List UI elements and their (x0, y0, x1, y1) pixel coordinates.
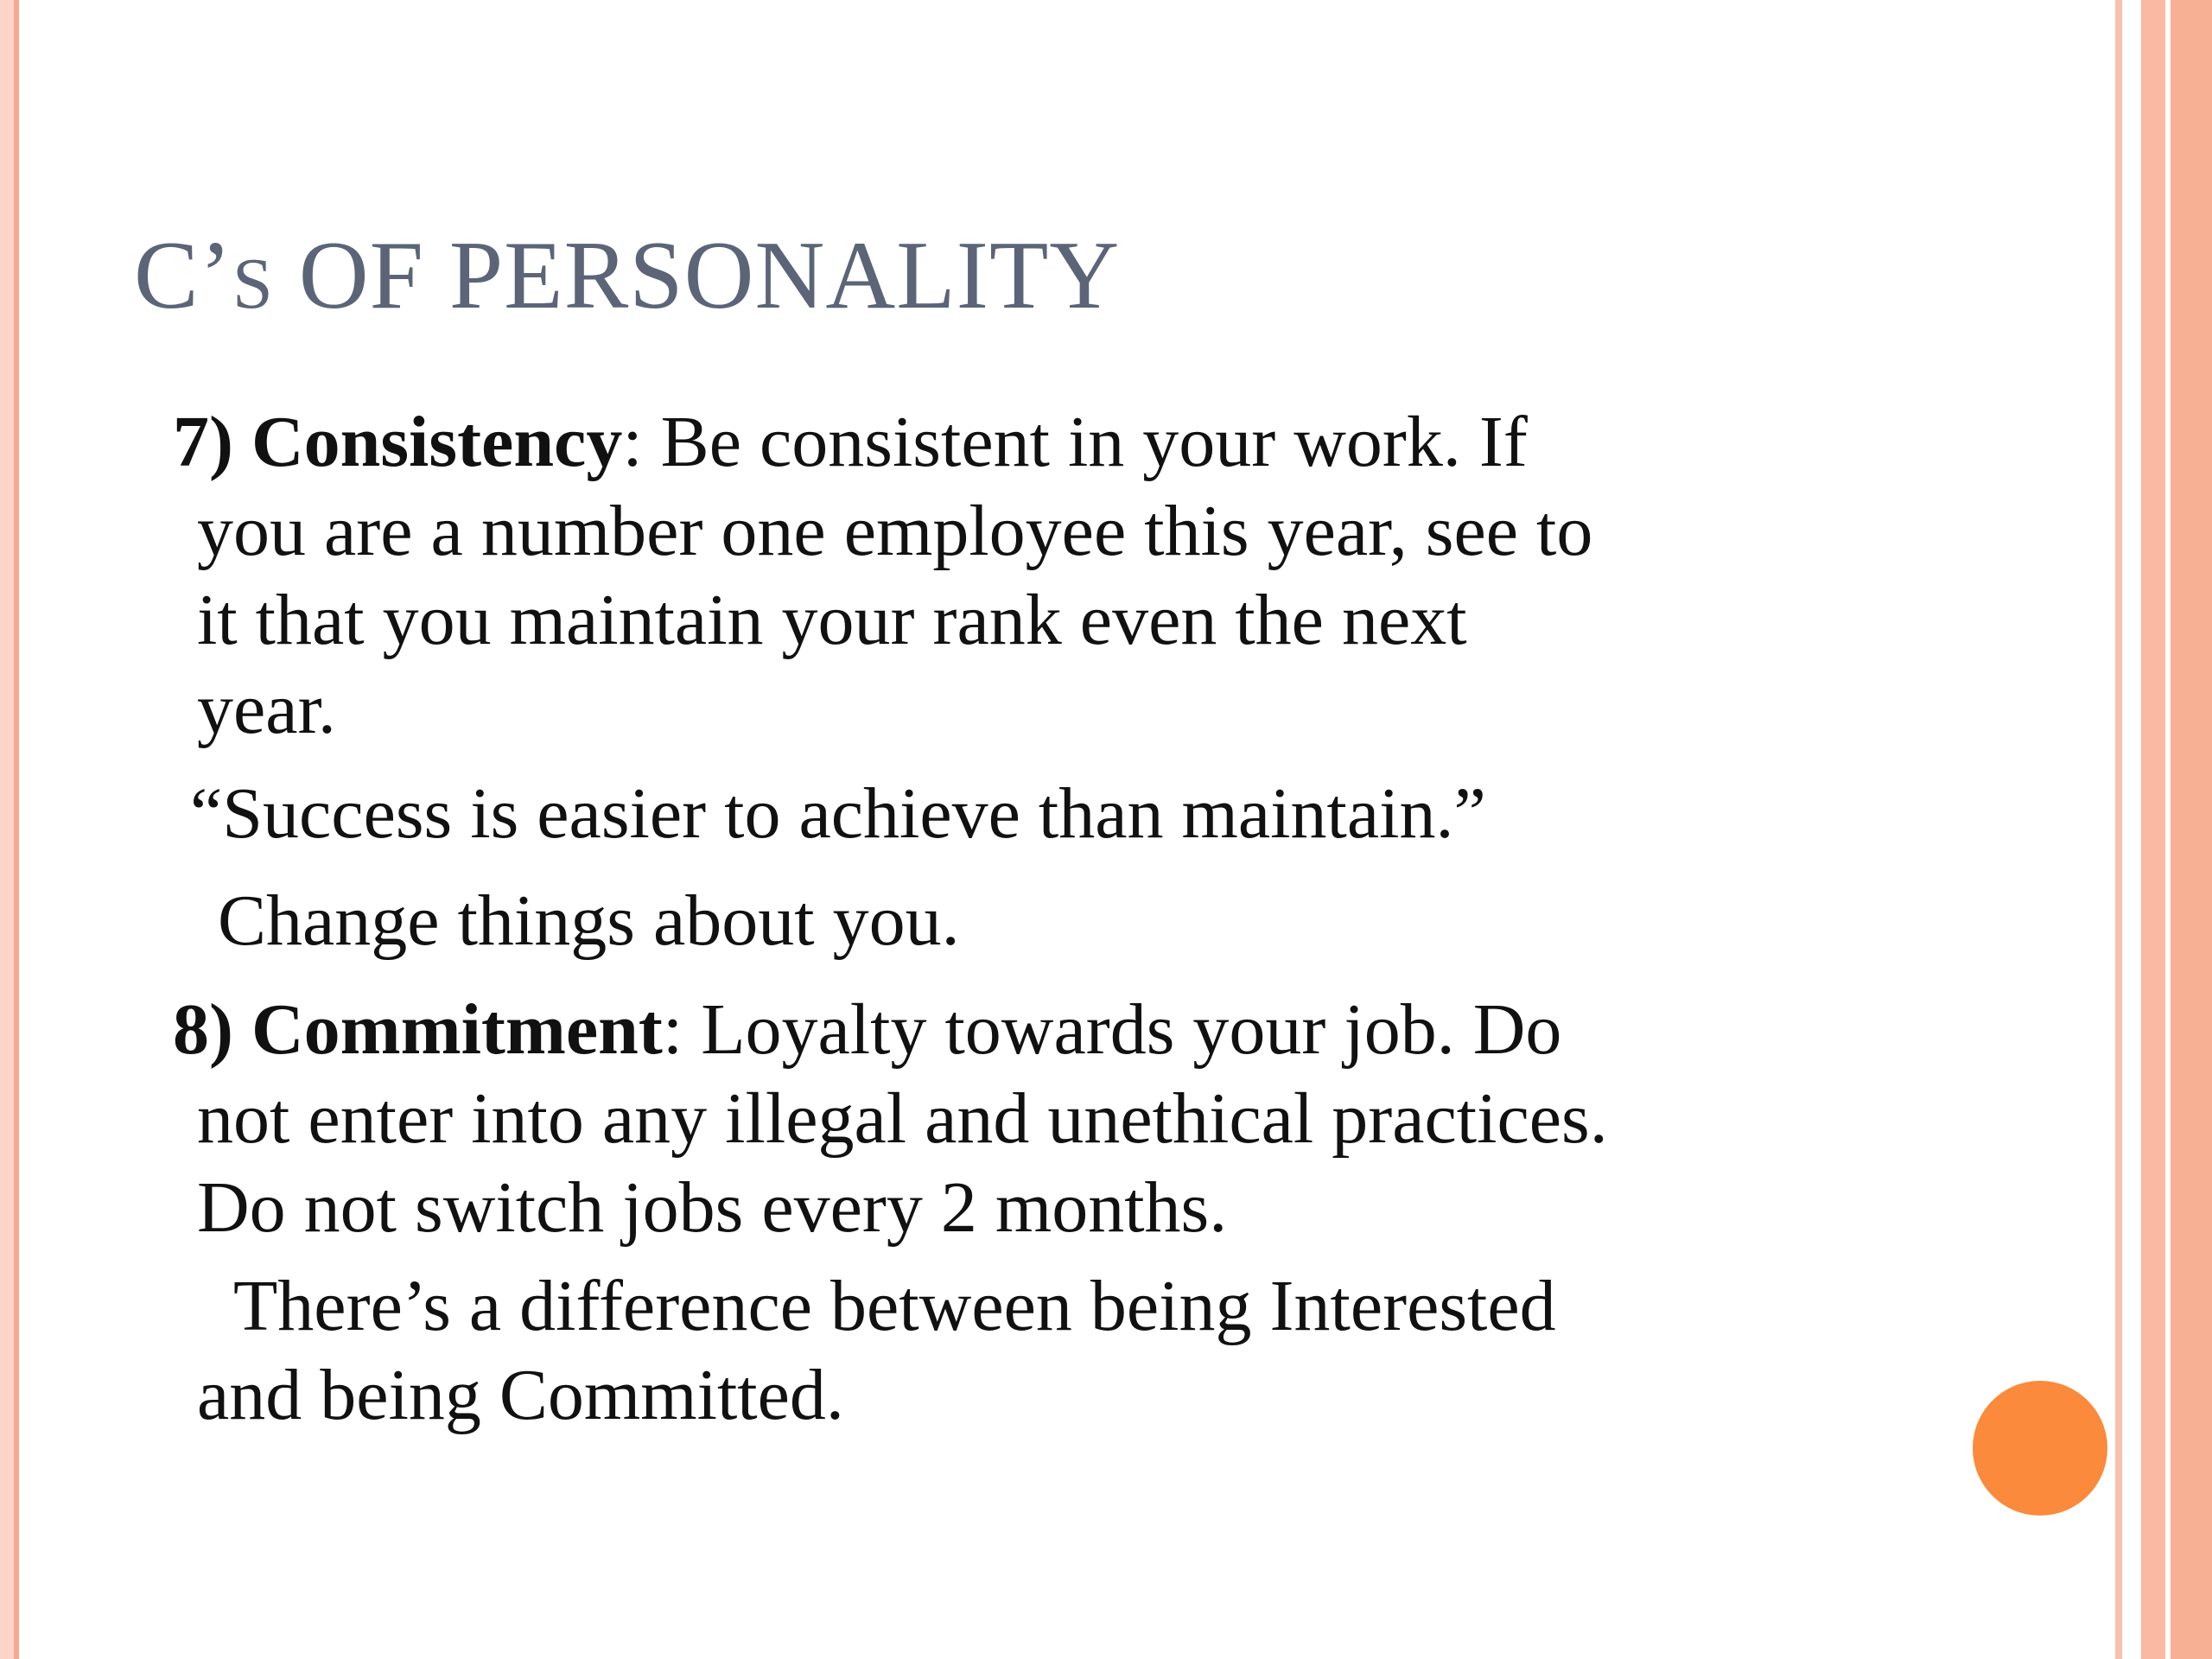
item-consistency-first-line (173, 397, 1592, 486)
item-text: : Loyalty towards your job. Do (662, 989, 1562, 1070)
commitment-note-line: and being Committed. (197, 1355, 844, 1435)
consistency-quote: “Success is easier to achieve than maintain.” (190, 773, 1486, 854)
item-term: Consistency (251, 402, 623, 482)
right-border-stripe-3 (2171, 0, 2212, 1659)
item-term: Commitment (251, 989, 663, 1070)
right-border-stripe-2 (2141, 0, 2165, 1659)
right-border-stripe-1 (2115, 0, 2122, 1659)
item-text-line: year. (197, 669, 336, 749)
orange-accent-circle (1973, 1381, 2107, 1516)
item-commitment (173, 985, 1608, 1252)
item-text-line: you are a number one employee this year, see to (197, 491, 1593, 571)
item-text: : Be consistent in your work. If (622, 402, 1528, 482)
slide-title (134, 220, 1120, 332)
item-text-line: not enter into any illegal and unethical practices. (197, 1078, 1608, 1159)
consistency-note: Change things about you. (218, 880, 960, 961)
item-number: 7) (173, 402, 233, 482)
item-text-line: it that you maintain your rank even the next (197, 580, 1467, 660)
right-border-gap-1 (2122, 0, 2141, 1659)
item-consistency (173, 397, 1592, 753)
title-rest: OF PERSONALITY (273, 222, 1121, 329)
commitment-note (197, 1262, 1556, 1440)
item-commitment-first-line (173, 985, 1608, 1074)
item-number: 8) (173, 989, 233, 1070)
left-border-line (14, 0, 19, 1659)
title-main: C’ (134, 222, 232, 329)
left-border-stripe (0, 0, 14, 1659)
item-text-line: Do not switch jobs every 2 months. (197, 1167, 1228, 1248)
title-small-caps: S (232, 244, 274, 324)
commitment-note-line: There’s a difference between being Interested (233, 1266, 1556, 1346)
